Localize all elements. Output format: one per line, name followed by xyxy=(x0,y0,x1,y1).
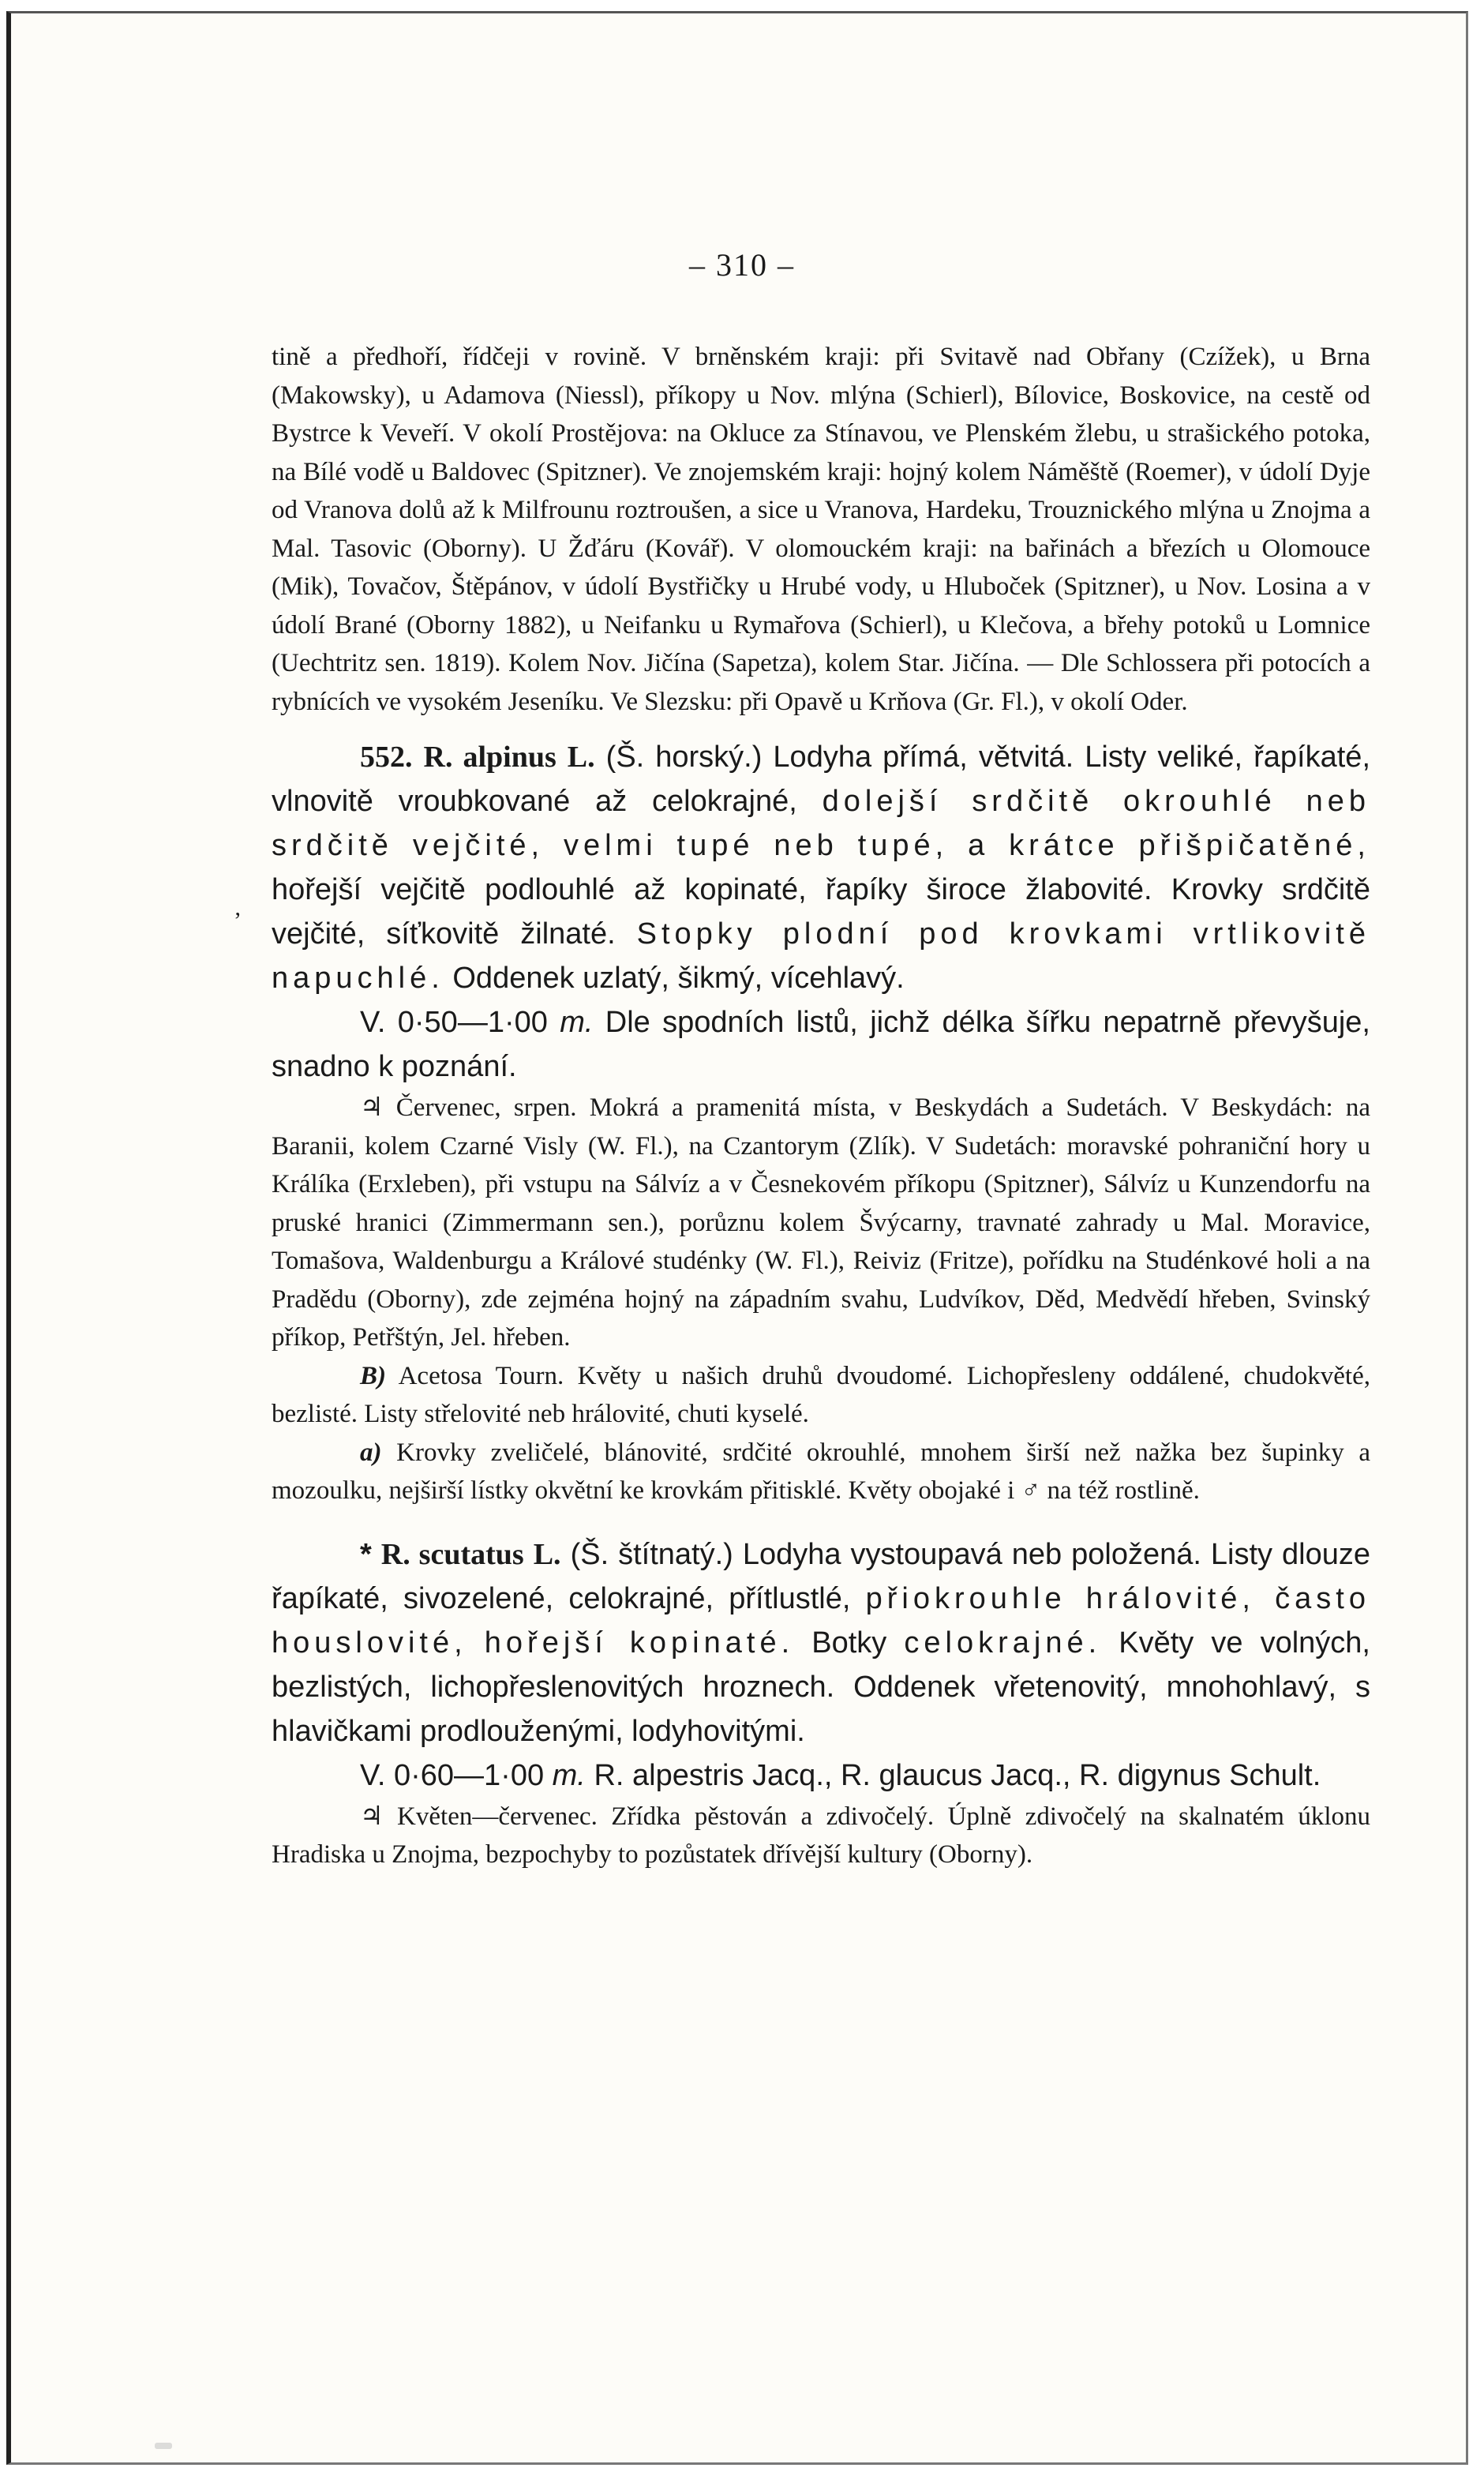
habitat-paragraph: ♃ Květen—červenec. Zřídka pěstován a zdivočelý. Úplně zdivočelý na skalnatém úklonu Hradiska u Znojma, bezpochyby to pozůstatek dřívější kultury (Oborny). xyxy=(272,1802,1370,1869)
synonyms: R. alpestris Jacq., R. glaucus Jacq., R. digynus Schult. xyxy=(594,1758,1321,1792)
subgenus-paragraph xyxy=(272,1357,1370,1434)
description-spaced: Stopky plodní pod krovkami vrtlikovitě napuchlé. xyxy=(272,917,1370,995)
species-author: L. xyxy=(533,1537,561,1571)
description-part: Lodyha přímá, větvitá. Listy veliké, řapíkaté, vlnovitě vroubkované až celokrajné, xyxy=(272,741,1370,818)
description-part: Botky xyxy=(811,1626,887,1660)
description-spaced: přiokrouhle hrálovité, často houslovité, xyxy=(272,1581,1370,1660)
subgenus-text: Acetosa Tourn. Květy u našich druhů dvoudomé. Lichopřesleny oddálené, chudokvěté, bezlisté. Listy střelovité neb hrálovité, chuti kyselé. xyxy=(272,1361,1370,1428)
description-spaced: hořejší kopinaté. xyxy=(484,1626,795,1660)
height-value: V. 0·50—1·00 xyxy=(360,1006,548,1039)
habitat-paragraph: ♃ Červenec, srpen. Mokrá a pramenitá místa, v Beskydách a Sudetách. V Beskydách: na Baranii, kolem Czarné Visly (W. Fl.), na Czantorym (Zlík). V Sudetách: moravské pohraniční hory u Králíka (Erxleben), při vstupu na Sálvíz a v Česnekovém příkopu (Spitzner), Sálvíz u Kunzendorfu na pruské hranici (Zimmermann sen.), porůznu kolem Švýcarny, travnaté zahrady u Mal. Moravice, Tomašova, Waldenburgu a Králové studénky (W. Fl.), Reiviz (Fritze), pořídku na Studénkové holi a na Pradědu (Oborny), zde zejména hojný na západním svahu, Ludvíkov, Děd, Medvědí hřeben, Svinský příkop, Petřštýn, Jel. hřeben. xyxy=(272,1093,1370,1352)
height-value: V. 0·60—1·00 xyxy=(360,1758,545,1792)
local-name: (Š. horský.) xyxy=(605,741,763,774)
height-unit: m. xyxy=(560,1006,594,1039)
asterisk-marker: * xyxy=(360,1537,372,1571)
page-number: – 310 – xyxy=(689,247,795,283)
description-spaced: dolejší srdčitě okrouhlé neb srdčitě vejčité, velmi tupé neb tupé, a krátce přišpičatěné, xyxy=(272,785,1371,862)
species-name: R. alpinus xyxy=(423,741,556,774)
height-line xyxy=(272,1000,1370,1089)
subgenus-label: B) xyxy=(360,1361,386,1390)
height-unit: m. xyxy=(552,1758,586,1792)
description-part: Květy ve volných, bezlistých, lichopřeslenovitých hroznech. Oddenek vřetenovitý, mnohohlavý, s hlavičkami prodlouženými, lodyhovitými. xyxy=(272,1626,1370,1748)
continued-paragraph: tině a předhoří, řídčeji v rovině. V brněnském kraji: při Svitavě nad Obřany (Czížek), u Brna (Makowsky), u Adamova (Niessl), příkopy u Nov. mlýna (Schierl), Bílovice, Boskovice, na cestě od Bystrce k Veveří. V okolí Prostějova: na Okluce za Stínavou, ve Plenském žlebu, u strašického potoka, na Bílé vodě u Baldovec (Spitzner). Ve znojemském kraji: hojný kolem Náměště (Roemer), v údolí Dyje od Vranova dolů až k Milfrounu roztroušen, a sice u Vranova, Hardeku, Trouznického mlýna u Znojma a Mal. Tasovic (Oborny). U Žďáru (Kovář). V olomouckém kraji: na bařinách a březích u Olomouce (Mik), Tovačov, Štěpánov, v údolí Bystřičky u Hrubé vody, u Hluboček (Spitzner), u Nov. Losina a v údolí Brané (Oborny 1882), u Neifanku u Rymařova (Schierl), u Klečova, a břehy potoků u Lomnice (Uechtritz sen. 1819). Kolem Nov. Jičína (Sapetza), kolem Star. Jičína. — Dle Schlossera při potocích a rybnících ve vysokém Jeseníku. Ve Slezsku: při Opavě u Krňova (Gr. Fl.), v okolí Oder. xyxy=(272,343,1370,716)
species-entry-r-scutatus xyxy=(272,1532,1370,1753)
page-content xyxy=(272,338,1370,1874)
height-line xyxy=(272,1753,1370,1798)
description-part: Lodyha vystoupavá neb položená. Listy dlouze řapíkaté, sivozelené, celokrajné, přítlustlé, xyxy=(272,1537,1371,1615)
species-number: 552. xyxy=(360,741,413,774)
group-text: Krovky zveličelé, blánovité, srdčité okrouhlé, mnohem širší než nažka bez šupinky a mozoulku, nejširší lístky okvětní ke krovkám přitisklé. Květy obojaké i ♂ na též rostlině. xyxy=(272,1438,1371,1505)
species-entry-r-alpinus xyxy=(272,735,1370,1000)
species-author: L. xyxy=(567,741,595,774)
description-part: Oddenek uzlatý, šikmý, vícehlavý. xyxy=(452,962,905,995)
species-name: R. scutatus xyxy=(380,1537,524,1571)
identification-note: Dle spodních listů, jichž délka šířku nepatrně převyšuje, snadno k poznání. xyxy=(272,1006,1370,1083)
group-paragraph xyxy=(272,1434,1370,1510)
local-name: (Š. štítnatý.) xyxy=(570,1537,733,1571)
description-spaced: celokrajné. xyxy=(904,1626,1102,1660)
margin-mark: ʼ xyxy=(234,908,242,934)
scan-artifact xyxy=(155,2443,172,2449)
description-part: hořejší vejčitě podlouhlé až kopinaté, řapíky široce žlabovité. Krovky srdčitě vejčité, síťkovitě žilnaté. xyxy=(272,873,1370,951)
group-label: a) xyxy=(360,1438,382,1467)
